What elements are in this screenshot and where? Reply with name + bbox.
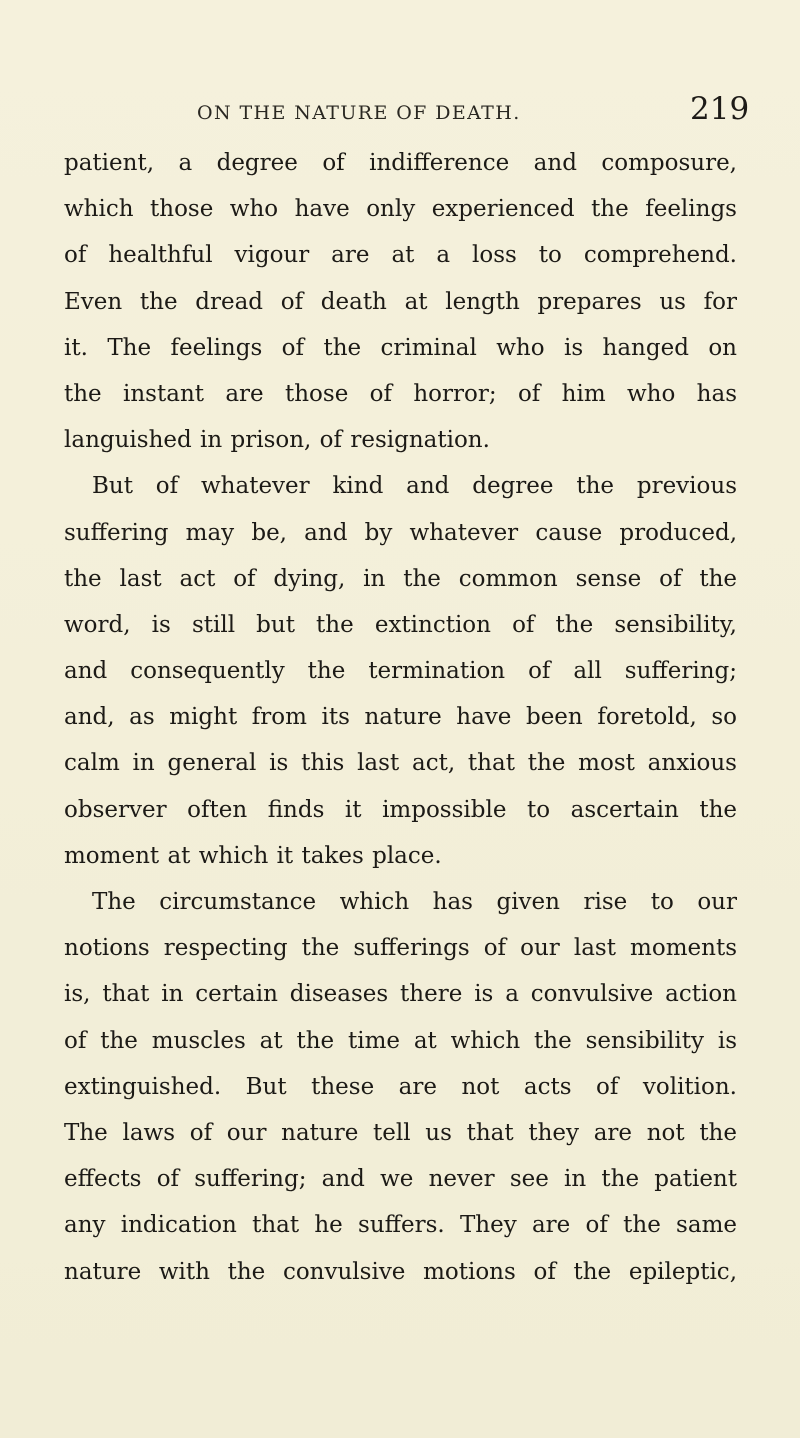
text-line: Even the dread of death at length prepares us for [64,288,737,315]
text-line: which those who have only experienced the feelings [64,196,737,223]
text-line: calm in general is this last act, that the most anxious [64,750,737,777]
text-line: and consequently the termination of all suffering; [64,658,737,685]
text-line: patient, a degree of indifference and composure, [64,150,737,176]
running-title: ON THE NATURE OF DEATH. [197,102,521,124]
text-line: the instant are those of horror; of him who has [64,380,737,407]
text-line: The laws of our nature tell us that they are not the [64,1119,737,1146]
running-head [0,88,800,128]
text-line: any indication that he suffers. They are of the same [64,1212,737,1239]
text-line: the last act of dying, in the common sense of the [64,565,737,592]
text-line: moment at which it takes place. [64,842,442,869]
text-line: is, that in certain diseases there is a convulsive action [64,981,737,1008]
text-line: effects of suffering; and we never see in the patient [64,1166,737,1193]
page-number: 219 [690,91,750,127]
text-line: notions respecting the sufferings of our last moments [64,935,737,962]
text-line: of the muscles at the time at which the sensibility is [64,1027,737,1054]
text-line: extinguished. But these are not acts of volition. [64,1073,737,1100]
text-line: word, is still but the extinction of the sensibility, [64,611,737,638]
text-line: The circumstance which has given rise to our [92,889,737,915]
body-text [64,140,737,1295]
text-line: nature with the convulsive motions of the epileptic, [64,1258,737,1285]
text-line: But of whatever kind and degree the previous [92,473,737,500]
text-line: suffering may be, and by whatever cause produced, [64,519,737,546]
text-line: of healthful vigour are at a loss to comprehend. [64,242,737,269]
text-line: languished in prison, of resignation. [64,427,490,454]
text-line: it. The feelings of the criminal who is hanged on [64,334,737,361]
text-line: and, as might from its nature have been foretold, so [64,704,737,731]
text-line: observer often finds it impossible to ascertain the [64,796,737,823]
